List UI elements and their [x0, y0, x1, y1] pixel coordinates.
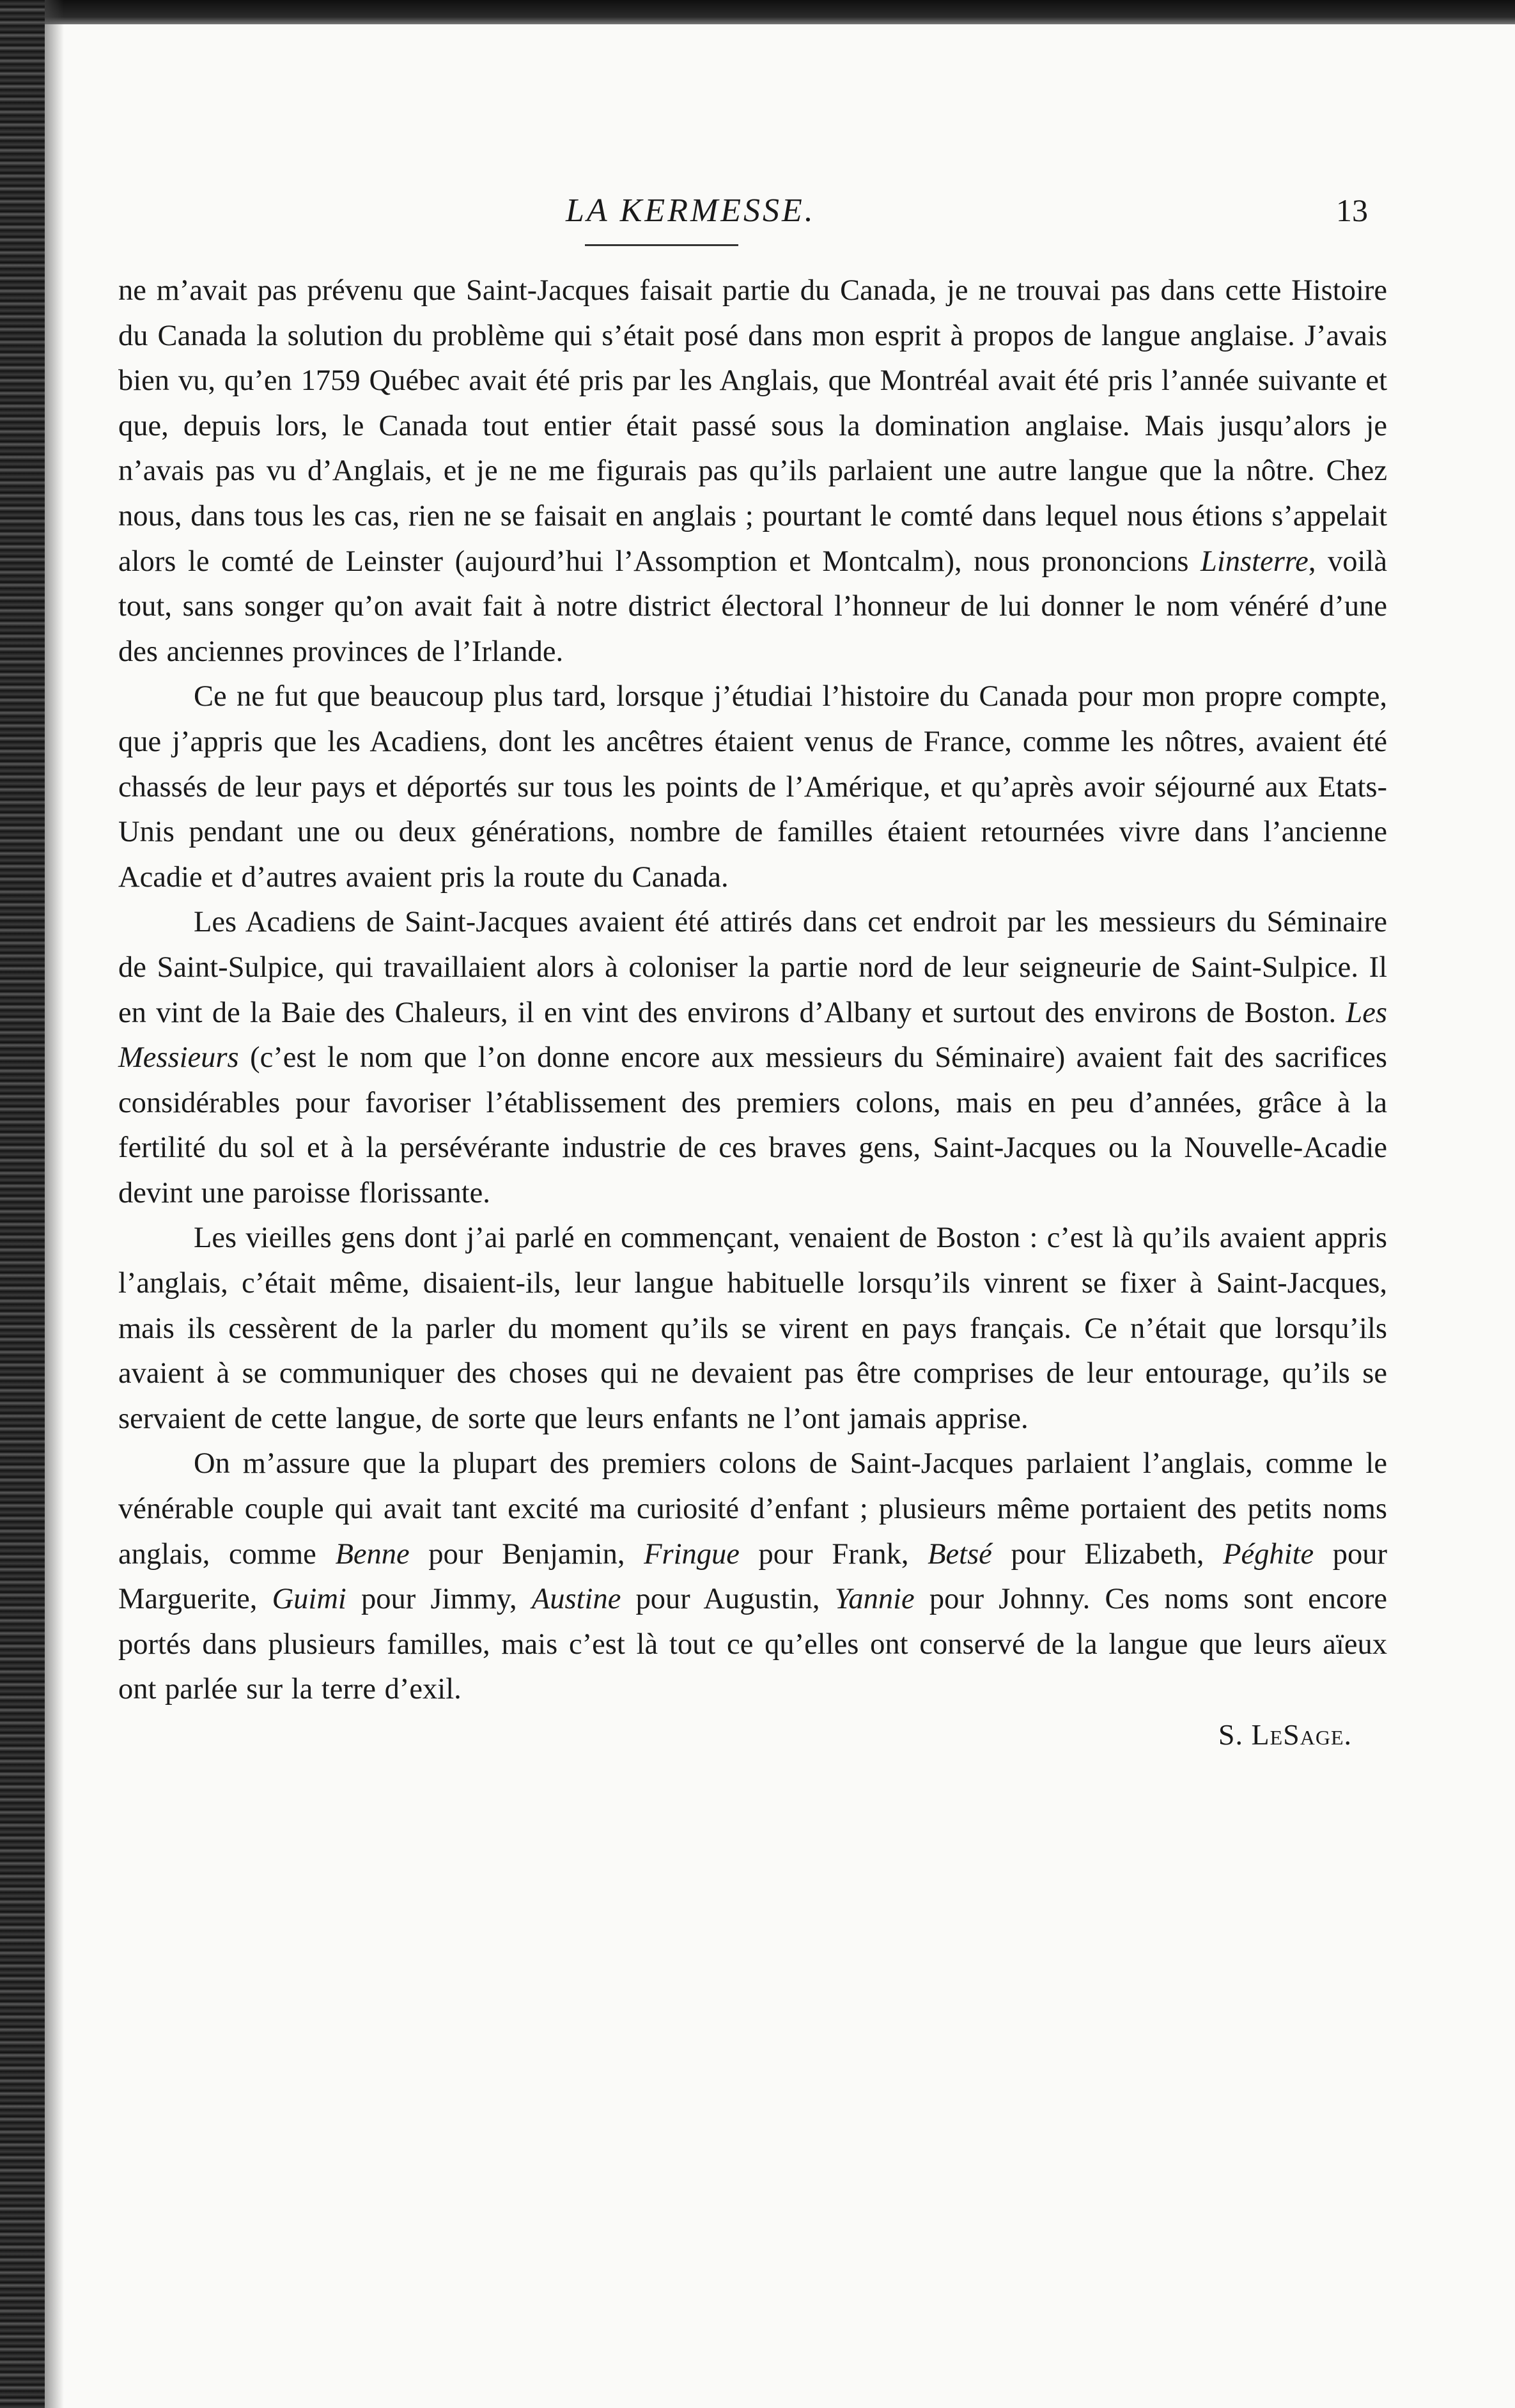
text-run: Ce ne fut que beaucoup plus tard, lorsque j’étudiai l’histoire du Canada pour mon propre compte, que j’appris que les Acadiens, dont les ancêtres étaient venus de France, comme les nôtres, avaient été chassés de leur pays et déportés sur tous les points de l’Amérique, et qu’après avoir séjourné aux Etats-Unis pendant une ou deux générations, nombre de familles étaient retournées vivre dans l’ancienne Acadie et d’autres avaient pris la route du Canada.: [118, 680, 1387, 894]
running-title: LA KERMESSE.: [566, 192, 816, 229]
italic-term: Linsterre: [1200, 545, 1309, 578]
text-run: (c’est le nom que l’on donne encore aux messieurs du Séminaire) avaient fait des sacrifices considérables pour favoriser l’établissement des premiers colons, mais en peu d’années, grâce à la fertilité du sol et à la persévérante industrie de ces braves gens, Saint-Jacques ou la Nouvelle-Acadie devint une paroisse florissante.: [118, 1041, 1387, 1209]
paragraph: [118, 1216, 1387, 1441]
italic-term: Péghite: [1223, 1537, 1314, 1571]
text-run: pour Frank,: [739, 1537, 928, 1571]
paragraph: [118, 1441, 1387, 1713]
book-page: [118, 185, 1387, 1757]
paragraph: [118, 268, 1387, 674]
italic-term: Fringue: [644, 1537, 740, 1571]
text-run: , voilà tout, sans songer qu’on avait fait à notre district électoral l’honneur de lui donner le nom vénéré d’une des anciennes provinces de l’Irlande.: [118, 545, 1387, 668]
italic-term: Guimi: [272, 1583, 346, 1616]
paragraph: [118, 900, 1387, 1216]
text-run: pour Elizabeth,: [991, 1537, 1224, 1571]
scan-left-edge: [0, 0, 45, 2408]
italic-term: Yannie: [834, 1583, 915, 1616]
text-run: Les Acadiens de Saint-Jacques avaient été attirés dans cet endroit par les messieurs du Séminaire de Saint-Sulpice, qui travaillaient alors à coloniser la partie nord de leur seigneurie de Saint-Sulpice. Il en vint de la Baie des Chaleurs, il en vint des environs d’Albany et surtout des environs de Boston.: [118, 906, 1387, 1029]
paragraph: [118, 674, 1387, 900]
text-run: pour Augustin,: [621, 1583, 835, 1616]
running-head: [118, 185, 1387, 243]
scan-top-edge: [0, 0, 1515, 24]
text-run: pour Johnny. Ces noms sont encore portés dans plusieurs familles, mais c’est là tout ce qu’elles ont conservé de la langue que leurs aïeux ont parlée sur la terre d’exil.: [118, 1583, 1387, 1706]
header-rule: [585, 244, 738, 246]
scan-left-shadow: [45, 0, 64, 2408]
signature-surname: eSage.: [1270, 1718, 1352, 1751]
text-run: pour Marguerite,: [118, 1537, 1387, 1616]
italic-term: Benne: [335, 1537, 410, 1571]
italic-term: Les Messieurs: [118, 996, 1387, 1075]
italic-term: Austine: [531, 1583, 621, 1616]
text-run: ne m’avait pas prévenu que Saint-Jacques faisait partie du Canada, je ne trouvai pas dans cette Histoire du Canada la solution du problème qui s’était posé dans mon esprit à propos de langue anglaise. J’avais bien vu, qu’en 1759 Québec avait été pris par les Anglais, que Montréal avait été pris l’année suivante et que, depuis lors, le Canada tout entier était passé sous la domination anglaise. Mais jusqu’alors je n’avais pas vu d’Anglais, et je ne me figurais pas qu’ils parlaient une autre langue que la nôtre. Chez nous, dans tous les cas, rien ne se faisait en anglais ; pourtant le comté dans lequel nous étions s’appelait alors le comté de Leinster (aujourd’hui l’Assomption et Montcalm), nous prononcions: [118, 274, 1387, 578]
article-body: [118, 268, 1387, 1713]
signature-initial: S. L: [1218, 1718, 1270, 1751]
text-run: pour Jimmy,: [346, 1583, 532, 1616]
text-run: On m’assure que la plupart des premiers colons de Saint-Jacques parlaient l’anglais, comme le vénérable couple qui avait tant excité ma curiosité d’enfant ; plusieurs même portaient des petits noms anglais, comme: [118, 1447, 1387, 1571]
text-run: Les vieilles gens dont j’ai parlé en commençant, venaient de Boston : c’est là qu’ils avaient appris l’anglais, c’était même, disaient-ils, leur langue habituelle lorsqu’ils vinrent se fixer à Saint-Jacques, mais ils cessèrent de la parler du moment qu’ils se virent en pays français. Ce n’était que lorsqu’ils avaient à se communiquer des choses qui ne devaient pas être comprises de leur entourage, qu’ils se servaient de cette langue, de sorte que leurs enfants ne l’ont jamais apprise.: [118, 1222, 1387, 1435]
italic-term: Betsé: [928, 1537, 992, 1571]
page-number: 13: [1336, 192, 1368, 228]
text-run: pour Benjamin,: [409, 1537, 644, 1571]
author-signature: [118, 1713, 1387, 1757]
